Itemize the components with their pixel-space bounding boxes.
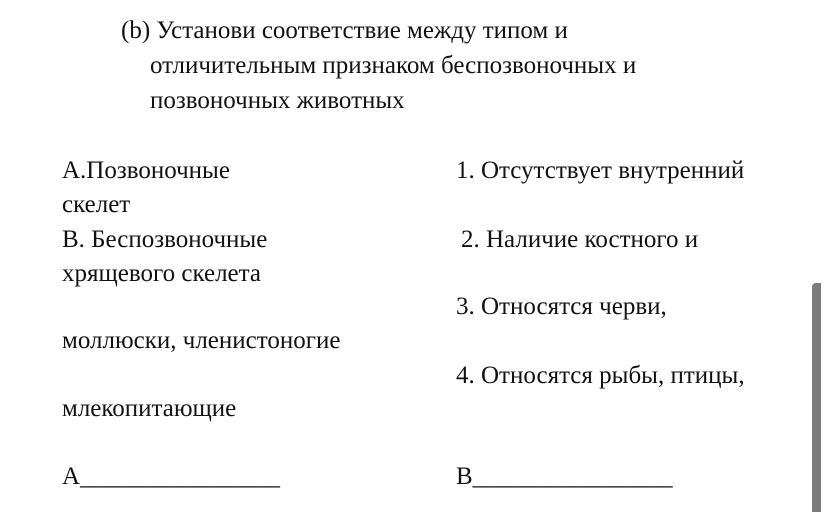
answer-b-blank: В________________	[456, 463, 673, 490]
option-4: 4. Относятся рыбы, птицы,	[456, 362, 745, 389]
answer-a-blank: А________________	[62, 463, 281, 490]
mammals-line: млекопитающие	[62, 395, 237, 422]
option-1: 1. Отсутствует внутренний	[456, 157, 745, 184]
heading-line-2: отличительным признаком беспозвоночных и	[150, 52, 637, 79]
option-3: 3. Относятся черви,	[456, 293, 667, 320]
heading-line-1: (b) Установи соответствие между типом и	[121, 17, 568, 44]
item-b-title: В. Беспозвоночные	[62, 226, 268, 253]
option-2: 2. Наличие костного и	[461, 226, 699, 253]
item-b-continuation: хрящевого скелета	[62, 260, 261, 287]
heading-line-3: позвоночных животных	[150, 87, 405, 114]
scrollbar-thumb[interactable]	[812, 283, 821, 512]
item-a-title: А.Позвоночные	[62, 157, 230, 184]
mollusks-line: моллюски, членистоногие	[62, 327, 341, 354]
item-a-continuation: скелет	[62, 191, 131, 218]
